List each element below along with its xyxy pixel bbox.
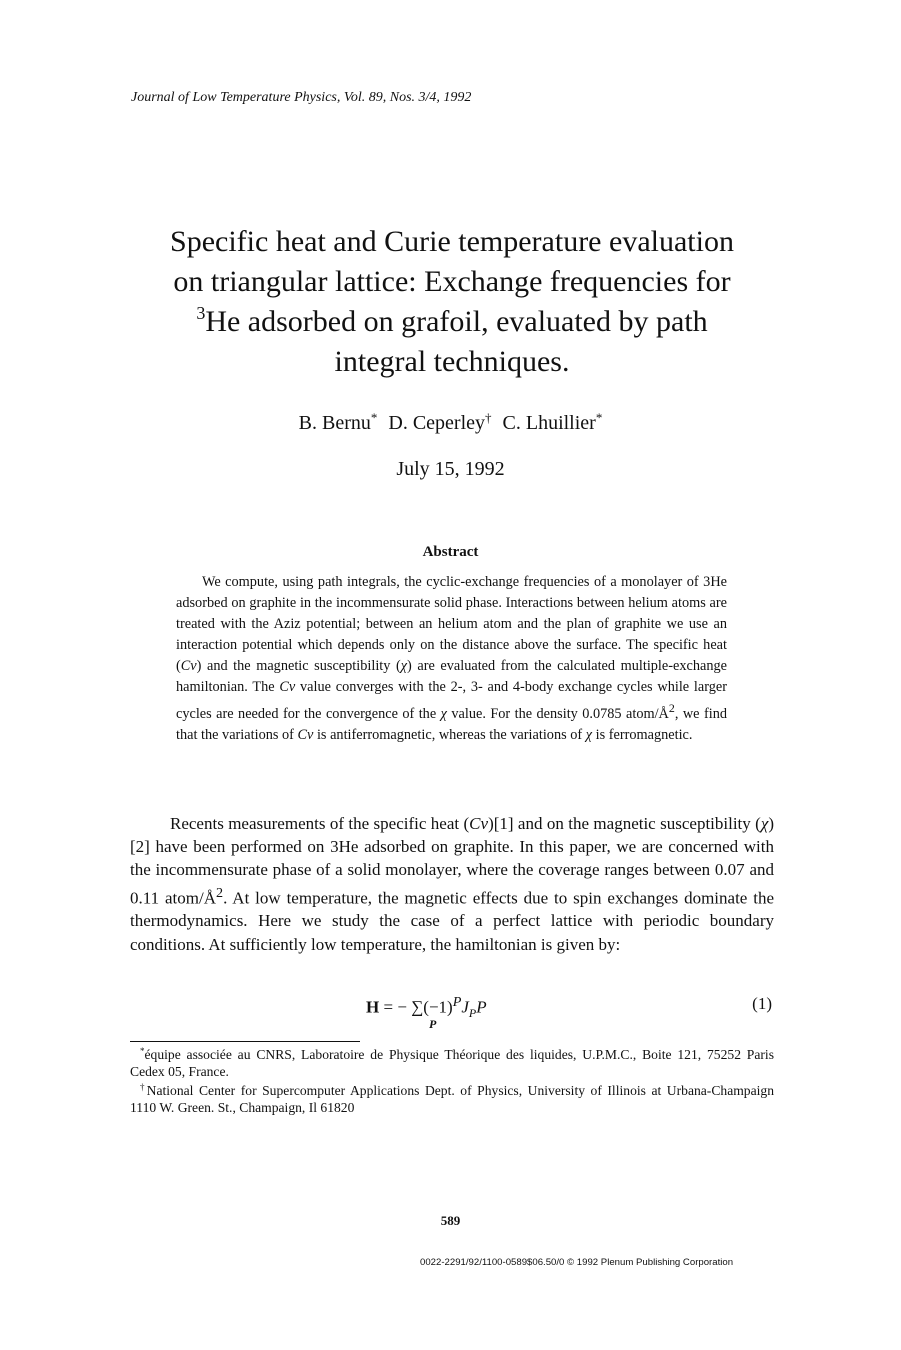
footnote-mark: * [140,1046,145,1056]
body-segment: Recents measurements of the specific heat ( [170,814,470,833]
author-ceperley-footnote-mark: † [485,410,492,425]
body-paragraph [130,812,774,956]
footnotes [130,1046,774,1118]
permutation-symbol: P [476,997,487,1017]
author-lhuillier: C. Lhuillier [502,412,596,434]
math-chi: χ [440,705,447,722]
footnote-text: National Center for Supercomputer Applications Dept. of Physics, University of Illinois at Urbana-Champaign 1110 W. Green. St., Champaign, Il 61820 [130,1083,775,1115]
equation-exponent: P [452,994,462,1010]
math-cv: Cv [180,658,197,674]
abstract-segment: value converges with the 2-, 3- and 4-body exchange cycles while larger cycles are needed for the convergence of the [176,679,727,722]
copyright-line: 0022-2291/92/1100-0589$06.50/0 © 1992 Plenum Publishing Corporation [420,1257,734,1268]
body-segment: )[2] have been performed on 3He adsorbed on graphite. In this paper, we are concerned with the incommensurate phase of a solid monolayer, where the coverage ranges between 0.07 and 0.11 atom/Å [130,814,774,908]
superscript: 2 [668,701,675,715]
abstract-segment: ) and the magnetic susceptibility ( [196,658,401,674]
math-cv: Cv [469,814,489,833]
title-line-4: integral techniques. [334,345,570,378]
abstract-segment: , we find that the variations of [176,705,727,743]
abstract-text [176,572,727,746]
abstract-segment: is ferromagnetic. [592,726,693,743]
footnote-mark: † [140,1082,147,1092]
isotope-superscript: 3 [196,303,206,323]
equation-expression [366,994,487,1021]
exchange-subscript: P [468,1006,477,1021]
abstract-segment: We compute, using path integrals, the cyclic-exchange frequencies of a monolayer of 3He adsorbed on graphite in the incommensurate solid phase. Interactions between helium atoms are treated with the Aziz potential; between an helium atom and the plan of graphite we use an interaction potential which depends only on the distance above the surface. The specific heat ( [176,574,727,674]
sum-index: P [429,1017,437,1031]
abstract-heading: Abstract [422,544,479,560]
title-line-2: on triangular lattice: Exchange frequencies for [173,265,731,298]
equation-number: (1) [752,994,772,1013]
abstract-segment: is antiferromagnetic, whereas the variations of [313,726,586,743]
math-chi: χ [585,726,593,743]
hamiltonian-symbol: H [366,997,380,1017]
title-line-3-text: He adsorbed on grafoil, evaluated by path [205,305,708,338]
footnote-rule [130,1041,360,1042]
abstract-segment: value. For the density 0.0785 atom/Å [446,705,669,722]
author-bernu-footnote-mark: * [370,410,378,425]
body-segment: )[1] and on the magnetic susceptibility ( [488,814,761,833]
author-ceperley: D. Ceperley [388,412,486,434]
math-chi: χ [760,814,769,833]
abstract-segment: ) are evaluated from the calculated multiple-exchange hamiltonian. The [176,658,727,695]
math-cv: Cv [279,679,296,695]
title-line-3 [80,302,824,342]
page-number: 589 [440,1213,461,1228]
footnote-affiliation-cnrs [130,1046,774,1080]
publication-date: July 15, 1992 [396,458,505,480]
superscript: 2 [216,884,224,901]
exchange-symbol: J [461,997,469,1017]
paper-title [80,222,824,382]
math-chi: χ [400,658,408,674]
body-segment: . At low temperature, the magnetic effects due to spin exchanges dominate the thermodynamics. Here we study the case of a perfect lattice with periodic boundary conditions. At sufficiently low temperature, the hamiltonian is given by: [130,888,775,954]
journal-header: Journal of Low Temperature Physics, Vol. 89, Nos. 3/4, 1992 [131,90,472,105]
footnote-text: équipe associée au CNRS, Laboratoire de Physique Théorique des liquides, U.P.M.C., Boite 121, 75252 Paris Cedex 05, France. [130,1047,774,1079]
author-list [0,412,901,435]
author-bernu: B. Bernu [298,412,371,434]
title-line-1: Specific heat and Curie temperature evaluation [170,225,734,258]
author-lhuillier-footnote-mark: * [595,410,603,425]
footnote-affiliation-ncsa [130,1082,774,1116]
equation-sum: = − ∑(−1) [379,997,453,1017]
equation-1 [130,992,774,1036]
math-cv: Cv [297,726,314,743]
